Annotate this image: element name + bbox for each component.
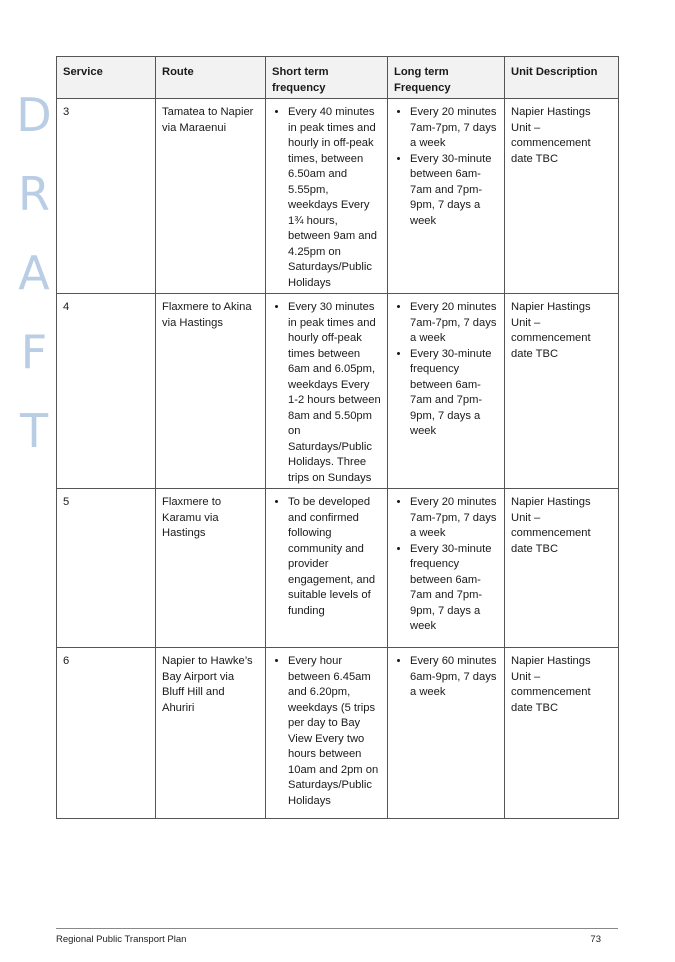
cell-long-term xyxy=(388,294,505,489)
page-number: 73 xyxy=(590,934,601,945)
header-unit: Unit Description xyxy=(505,57,619,99)
list-item: • Every 60 minutes 6am-9pm, 7 days a week xyxy=(410,654,498,701)
cell-route: Flaxmere to Karamu via Hastings xyxy=(156,489,266,648)
list-item: • Every 30-minute frequency between 6am-7am and 7pm-9pm, 7 days a week xyxy=(410,542,498,635)
watermark-letter: T xyxy=(19,404,49,458)
header-service: Service xyxy=(57,57,156,99)
cell-short-term xyxy=(266,99,388,294)
cell-route: Flaxmere to Akina via Hastings xyxy=(156,294,266,489)
table-row xyxy=(57,648,619,819)
cell-unit: Napier Hastings Unit – commencement date TBC xyxy=(505,99,619,294)
table-header-row xyxy=(57,57,619,99)
table-row xyxy=(57,294,619,489)
watermark-letter: A xyxy=(18,246,50,300)
service-frequency-table xyxy=(56,56,619,819)
list-item: • Every hour between 6.45am and 6.20pm, weekdays (5 trips per day to Bay View Every two hours between 10am and 2pm on Saturdays/Public Holidays xyxy=(288,654,381,809)
cell-service: 4 xyxy=(57,294,156,489)
draft-watermark xyxy=(12,88,56,487)
watermark-letter: F xyxy=(20,325,48,379)
header-route: Route xyxy=(156,57,266,99)
table-row xyxy=(57,489,619,648)
watermark-letter: R xyxy=(18,167,50,221)
cell-service: 3 xyxy=(57,99,156,294)
list-item: • Every 20 minutes 7am-7pm, 7 days a week xyxy=(410,300,498,347)
list-item: • To be developed and confirmed following community and provider engagement, and suitable levels of funding xyxy=(288,495,381,619)
cell-unit: Napier Hastings Unit – commencement date TBC xyxy=(505,294,619,489)
table-row xyxy=(57,99,619,294)
watermark-letter: D xyxy=(16,88,52,142)
list-item: • Every 30 minutes in peak times and hourly off-peak times between 6am and 6.05pm, weekdays Every 1-2 hours between 8am and 5.50pm on Saturdays/Public Holidays. Three trips on Sundays xyxy=(288,300,381,486)
header-short-term: Short term frequency xyxy=(266,57,388,99)
list-item: • Every 20 minutes 7am-7pm, 7 days a week xyxy=(410,105,498,152)
cell-service: 6 xyxy=(57,648,156,819)
cell-long-term xyxy=(388,489,505,648)
cell-service: 5 xyxy=(57,489,156,648)
cell-short-term xyxy=(266,648,388,819)
cell-unit: Napier Hastings Unit – commencement date TBC xyxy=(505,648,619,819)
list-item: • Every 20 minutes 7am-7pm, 7 days a week xyxy=(410,495,498,542)
cell-short-term xyxy=(266,294,388,489)
cell-unit: Napier Hastings Unit – commencement date TBC xyxy=(505,489,619,648)
list-item: • Every 30-minute frequency between 6am-7am and 7pm-9pm, 7 days a week xyxy=(410,347,498,440)
cell-short-term xyxy=(266,489,388,648)
cell-long-term xyxy=(388,99,505,294)
header-long-term: Long term Frequency xyxy=(388,57,505,99)
footer-title: Regional Public Transport Plan xyxy=(56,934,187,945)
cell-route: Napier to Hawke’s Bay Airport via Bluff Hill and Ahuriri xyxy=(156,648,266,819)
list-item: • Every 40 minutes in peak times and hourly in off-peak times, between 6.50am and 5.55pm, weekdays Every 1¾ hours, between 9am and 4.25pm on Saturdays/Public Holidays xyxy=(288,105,381,291)
list-item: • Every 30-minute between 6am-7am and 7pm-9pm, 7 days a week xyxy=(410,152,498,230)
footer-divider xyxy=(56,928,618,929)
cell-long-term xyxy=(388,648,505,819)
cell-route: Tamatea to Napier via Maraenui xyxy=(156,99,266,294)
